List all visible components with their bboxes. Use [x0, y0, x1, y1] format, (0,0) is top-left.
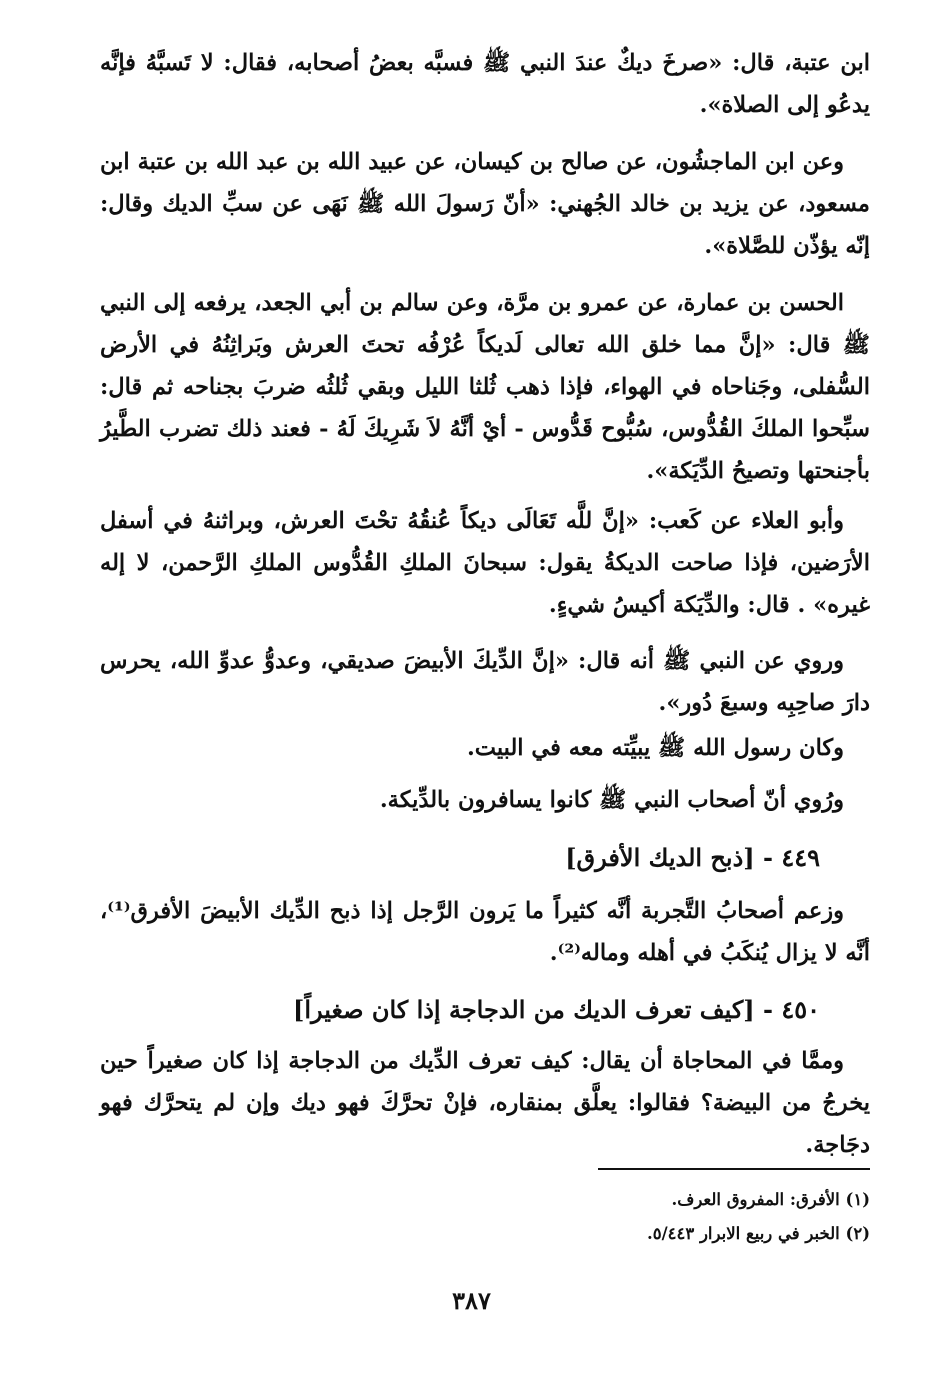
paragraph-white-rooster: وروي عن النبي ﷺ أنه قال: «إنَّ الدِّيكَ الأبيضَ صديقي، وعدوُّ عدوِّ الله، يحرس دارَ صاحِبِه وسبعَ دُور». [100, 648, 870, 716]
section-heading-450: ٤٥٠ - [كيف تعرف الديك من الدجاجة إذا كان صغيراً] [293, 995, 820, 1024]
footnote-separator [598, 1168, 870, 1170]
paragraph-ibn-majishun: وعن ابن الماجشُون، عن صالح بن كيسان، عن عبيد الله بن عبد الله بن عتبة ابن مسعود، عن يزيد بن خالد الجُهني: «أنّ رَسولَ الله ﷺ نَهَى عن سبِّ الديك وقال: إنّه يؤذّن للصَّلاة». [100, 149, 870, 259]
footnote-1: (١) الأفرق: المفروق العرف. [671, 1190, 870, 1209]
paragraph-449: وزعم أصحابُ التَّجربة أنَّه كثيراً ما يَرون الرَّجل إذا ذبح الدِّيك الأبيضَ الأفرق⁽¹⁾، أنَّه لا يزال يُنكَبُ في أهله وماله⁽²⁾. [100, 898, 870, 966]
section-heading-449: ٤٤٩ - [ذبح الديك الأفرق] [565, 843, 820, 872]
paragraph-prophet-home: وكان رسول الله ﷺ يبيِّته معه في البيت. [466, 735, 844, 761]
paragraph-450: وممَّا في المحاجاة أن يقال: كيف تعرف الدِّيك من الدجاجة إذا كان صغيراً حين يخرجُ من البيضة؟ فقالوا: يعلَّق بمنقاره، فإنْ تحرَّكَ فهو ديك وإن لم يتحرَّك فهو دجَاجة. [100, 1048, 870, 1158]
paragraph-ibn-utba: ابن عتبة، قال: «صرخَ ديكٌ عندَ النبي ﷺ فسبَّه بعضُ أصحابه، فقال: لا تَسبَّهُ فإنَّه يدعُو إلى الصلاة». [100, 50, 870, 118]
footnote-2: (٢) الخبر في ربيع الابرار ٥/٤٤٣. [646, 1224, 870, 1243]
paragraph-companions-travel: ورُوي أنّ أصحاب النبي ﷺ كانوا يسافرون بالدِّيكة. [379, 787, 844, 813]
paragraph-abu-al-ala: وأبو العلاء عن كَعب: «إنَّ للَّه تَعَالَى ديكاً عُنقُهُ تحْتَ العرش، وبراثنهُ في أسفل الأرَضين، فإذا صاحت الديكةُ يقول: سبحانَ الملكِ القُدُّوس الملكِ الرَّحمن، لا إله غيره» . قال: والدِّيَكة أكيسُ شيءٍ. [100, 508, 870, 618]
paragraph-hasan-bin-umara: الحسن بن عمارة، عن عمرو بن مرَّة، وعن سالم بن أبي الجعد، يرفعه إلى النبي ﷺ قال: «إنَّ مما خلق الله تعالى لَديكاً عُرْفُه تحتَ العرش وبَراثِنُهُ في الأرض السُّفلى، وجَناحاه في الهواء، فإذا ذهب ثُلثا الليل وبقي ثُلثُه ضربَ بجناحه ثم قال: سبِّحوا الملكَ القُدُّوس، سُبُّوح قَدُّوس - أيْ أنَّهُ لاَ شَرِيكَ لَهُ - فعند ذلك تضرب الطَّيرُ بأجنحتها وتصيحُ الدِّيَكة». [100, 290, 870, 484]
page-number: ٣٨٧ [452, 1286, 491, 1315]
